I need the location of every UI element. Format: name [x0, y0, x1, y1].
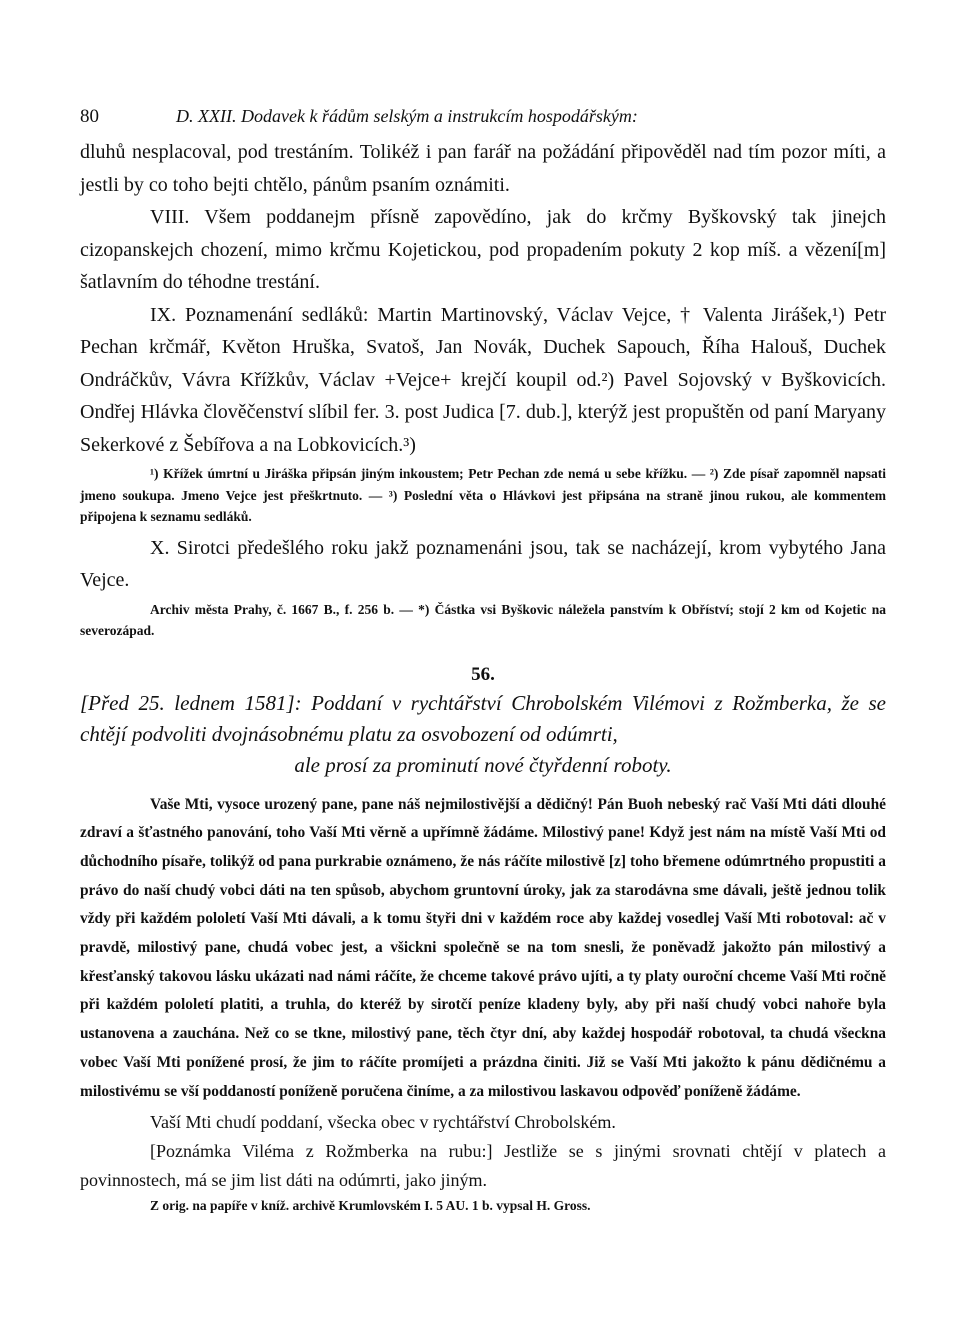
letter-text: Vaše Mti, vysoce urozený pane, pane náš nejmilostivější a dědičný! Pán Buoh nebeský rač Vaší Mti dáti dlouhé zdraví a šťastného panování, toho Vaší Mti věrně a upřímně žádáme. Milostivý pane! Když jest nám na místě Vaší Mti od důchodního písaře, tolikýž od pana purkrabie oznámeno, že nás ráčíte milostivě [z] toho břemene odúmrtného propustiti a právo do naší chudý vobci dáti na ten spůsob, abychom gruntovní úroky, jak za starodávna sme dávali, ještě jednou tolik vždy při každém pololetí Vaší Mti dávali, a k tomu štyři dni v každém roce aby každej vosedlej Vaší Mti robotoval: ač v pravdě, milostivý pane, chudá vobec jest, a všickni společně se na tom snesli, že poněvadž jakožto pán milostivý a křesťanský takovou lásku ukázati nad námi ráčíte, že chceme takové právo ujíti, a ty platy ouroční chceme Vaší Mti ročně při každém pololetí platiti, a truhla, do kteréž by sirotčí peníze kladeny byly, aby při naší chudý vobci nahoře byla ustanovena a zauchána. Než co se tkne, milostivý pane, těch čtyr dní, aby každej hospodář robotoval, ta chudá všeckna vobec Vaší Mti ponížené prosí, že jim to ráčíte promíjeti a prázdna činiti. Již se Vaší Mti jakožto k pánu dědičnému a milostivému se vší poddaností poníženě poručena činíme, a za milostivou laskavou odpověď poníženě žádáme. — [80, 795, 886, 1100]
running-head: D. XXII. Dodavek k řádům selským a instrukcím hospodářským: — [176, 106, 638, 126]
paragraph-continued: dluhů nesplacoval, pod trestáním. Tolikéž i pan farář na požádání připověděl nad tím pozor míti, a jestli by co toho bejti chtělo, pánům psaním oznámiti. — [80, 141, 886, 196]
document-closing — [80, 1108, 886, 1195]
page — [80, 100, 886, 1217]
signature: Vaší Mti chudí poddaní, všecka obec v rychtářství Chrobolském. — [150, 1112, 616, 1133]
document-source — [80, 1195, 886, 1217]
page-header — [80, 100, 886, 136]
document-title — [80, 688, 886, 781]
page-number: 80 — [80, 106, 99, 127]
source-text: Archiv města Prahy, č. 1667 B., f. 256 b. — *) Částka vsi Byškovic náležela panstvím k Obříství; stojí 2 km od Kojetic na severozápad. — [80, 601, 886, 638]
title-main: [Před 25. lednem 1581]: Poddaní v rychtářství Chrobolském Vilémovi z Rožmberka, že se chtějí podvoliti dvojnásobnému platu za osvobození od odúmrti, — [80, 690, 886, 746]
paragraph-ix: IX. Poznamenání sedláků: Martin Martinovský, Václav Vejce, † Valenta Jirášek,¹) Petr Pechan krčmář, Květon Hruška, Svatoš, Jan Novák, Duchek Sapouch, Říha Halouš, Duchek Ondráčkův, Vávra Křížkův, Václav +Vejce+ krejčí koupil od.²) Pavel Sojovský v Byškovicích. Ondřej Hlávka člověčenství slíbil fer. 3. post Judica [7. dub.], kterýž jest propuštěn od paní Maryany Sekerkové z Šebířova a na Lobkovicích.³) — [80, 303, 886, 456]
reverse-note: [Poznámka Viléma z Rožmberka na rubu:] Jestliže se s jinými srovnati chtějí v platech a povinnostech, má se jim list dáti na odúmrti, jako jiným. — [80, 1141, 886, 1191]
footnotes — [80, 463, 886, 528]
document-source-text: Z orig. na papíře v kníž. archivě Krumlovském I. 5 AU. 1 b. vypsal H. Gross. — [150, 1198, 591, 1214]
section-a-cont — [80, 532, 886, 597]
paragraph-viii: VIII. Všem poddanejm přísně zapovědíno, jak do krčmy Byškovský tak jinejch cizopanskejch chození, mimo krčmu Kojetickou, pod propadením pokuty 2 kop míš. a vězení[m] šatlavním do téhodne trestání. — [80, 206, 886, 293]
section-a — [80, 136, 886, 461]
title-tail: ale prosí za prominutí nové čtyřdenní roboty. — [294, 752, 672, 777]
archival-source — [80, 599, 886, 642]
document-body — [80, 791, 886, 1107]
document-number: 56. — [471, 663, 495, 685]
paragraph-x: X. Sirotci předešlého roku jakž poznamenáni jsou, tak se nacházejí, krom vybytého Jana Vejce. — [80, 536, 886, 591]
footnote-text: ¹) Křížek úmrtní u Jiráška připsán jiným inkoustem; Petr Pechan zde nemá u sebe křížku. — ²) Zde písař zapomněl napsati jmeno soukupa. Jmeno Vejce jest přeškrtnuto. — ³) Poslední věta o Hlávkovi jest připsána na straně jinou rukou, ale kommentem připojena k seznamu sedláků. — [80, 466, 886, 524]
